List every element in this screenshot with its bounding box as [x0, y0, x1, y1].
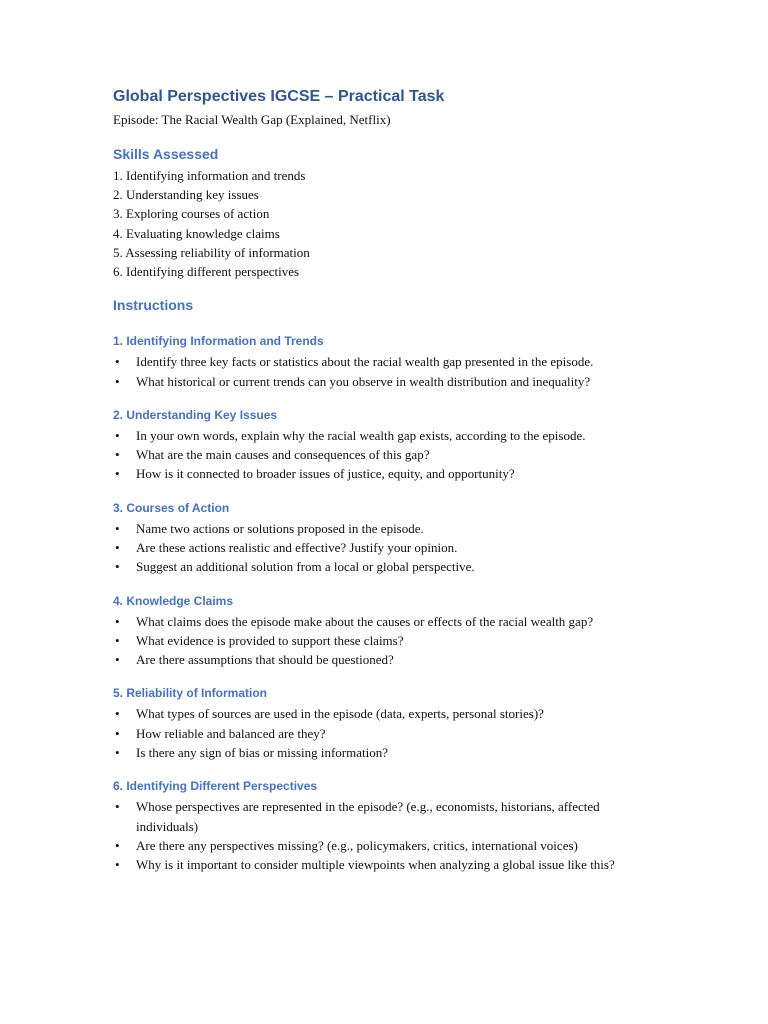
bullet-item	[113, 836, 673, 855]
bullet-text: How reliable and balanced are they?	[136, 725, 326, 741]
instruction-section-2	[113, 407, 673, 484]
bullet-list	[113, 797, 673, 874]
bullet-icon: •	[115, 540, 120, 555]
bullet-text: Is there any sign of bias or missing information?	[136, 745, 389, 761]
bullet-text: In your own words, explain why the racial wealth gap exists, according to the episode.	[136, 427, 586, 443]
bullet-item	[113, 724, 673, 743]
bullet-icon: •	[115, 725, 120, 741]
bullet-list	[113, 519, 673, 577]
bullet-text: What types of sources are used in the episode (data, experts, personal stories)?	[136, 706, 544, 722]
bullet-item	[113, 372, 673, 391]
bullet-text: What are the main causes and consequences of this gap?	[136, 447, 430, 463]
bullet-icon: •	[115, 837, 120, 853]
bullet-item	[113, 797, 673, 836]
bullet-list	[113, 704, 673, 762]
bullet-icon: •	[115, 632, 120, 648]
bullet-item	[113, 538, 673, 557]
bullet-icon: •	[115, 466, 120, 482]
skill-item: 2. Understanding key issues	[113, 187, 259, 203]
bullet-icon: •	[115, 520, 120, 536]
bullet-text: Are these actions realistic and effective? Justify your opinion.	[136, 540, 458, 555]
section-heading: 5. Reliability of Information	[113, 686, 268, 701]
instructions-heading: Instructions	[113, 297, 194, 314]
instruction-section-5	[113, 685, 673, 762]
bullet-text: What evidence is provided to support these claims?	[136, 632, 404, 648]
bullet-item	[113, 855, 673, 874]
section-heading: 3. Courses of Action	[113, 500, 230, 515]
bullet-item	[113, 631, 673, 650]
instruction-section-4	[113, 593, 673, 670]
instruction-section-1	[113, 333, 673, 391]
instruction-section-3	[113, 500, 673, 577]
section-heading: 1. Identifying Information and Trends	[113, 334, 324, 349]
bullet-item	[113, 704, 673, 723]
bullet-text: How is it connected to broader issues of justice, equity, and opportunity?	[136, 466, 515, 482]
bullet-text: Are there assumptions that should be questioned?	[136, 652, 394, 668]
bullet-text: Identify three key facts or statistics about the racial wealth gap presented in the episode.	[136, 354, 594, 370]
bullet-icon: •	[115, 857, 120, 873]
bullet-icon: •	[115, 447, 120, 463]
bullet-item	[113, 464, 673, 483]
bullet-text: Why is it important to consider multiple viewpoints when analyzing a global issue like this?	[136, 857, 615, 873]
bullet-item	[113, 352, 673, 371]
bullet-icon: •	[115, 652, 120, 668]
bullet-text: What claims does the episode make about the causes or effects of the racial wealth gap?	[136, 613, 594, 629]
bullet-text: Are there any perspectives missing? (e.g., policymakers, critics, international voices)	[136, 837, 578, 853]
bullet-list	[113, 352, 673, 391]
bullet-icon: •	[115, 427, 120, 443]
bullet-item	[113, 612, 673, 631]
skill-item: 4. Evaluating knowledge claims	[113, 225, 280, 241]
bullet-text: What historical or current trends can you observe in wealth distribution and inequality?	[136, 373, 591, 389]
document-page	[113, 86, 673, 875]
bullet-item	[113, 519, 673, 538]
skill-item: 5. Assessing reliability of information	[113, 244, 310, 260]
bullet-item	[113, 743, 673, 762]
bullet-item	[113, 650, 673, 669]
episode-line: Episode: The Racial Wealth Gap (Explained, Netflix)	[113, 112, 391, 127]
bullet-text: Suggest an additional solution from a local or global perspective.	[136, 559, 475, 575]
bullet-icon: •	[115, 354, 120, 370]
section-heading: 2. Understanding Key Issues	[113, 407, 278, 422]
bullet-icon: •	[115, 373, 120, 389]
document-title: Global Perspectives IGCSE – Practical Task	[113, 88, 445, 105]
bullet-icon: •	[115, 559, 120, 575]
skills-heading: Skills Assessed	[113, 146, 219, 162]
bullet-text: Name two actions or solutions proposed in the episode.	[136, 520, 424, 536]
bullet-icon: •	[115, 613, 120, 629]
skills-list	[113, 166, 673, 281]
bullet-icon: •	[115, 706, 120, 722]
bullet-item	[113, 426, 673, 445]
skill-item: 1. Identifying information and trends	[113, 168, 306, 183]
bullet-icon: •	[115, 745, 120, 761]
skill-item: 6. Identifying different perspectives	[113, 264, 300, 280]
bullet-item	[113, 445, 673, 464]
skill-item: 3. Exploring courses of action	[113, 206, 270, 222]
bullet-text: Whose perspectives are represented in the episode? (e.g., economists, historians, affected individuals)	[136, 799, 600, 834]
bullet-item	[113, 557, 673, 576]
section-heading: 6. Identifying Different Perspectives	[113, 779, 318, 794]
instruction-section-6	[113, 778, 673, 874]
bullet-icon: •	[115, 799, 120, 815]
bullet-list	[113, 426, 673, 484]
bullet-list	[113, 612, 673, 670]
section-heading: 4. Knowledge Claims	[113, 593, 234, 608]
